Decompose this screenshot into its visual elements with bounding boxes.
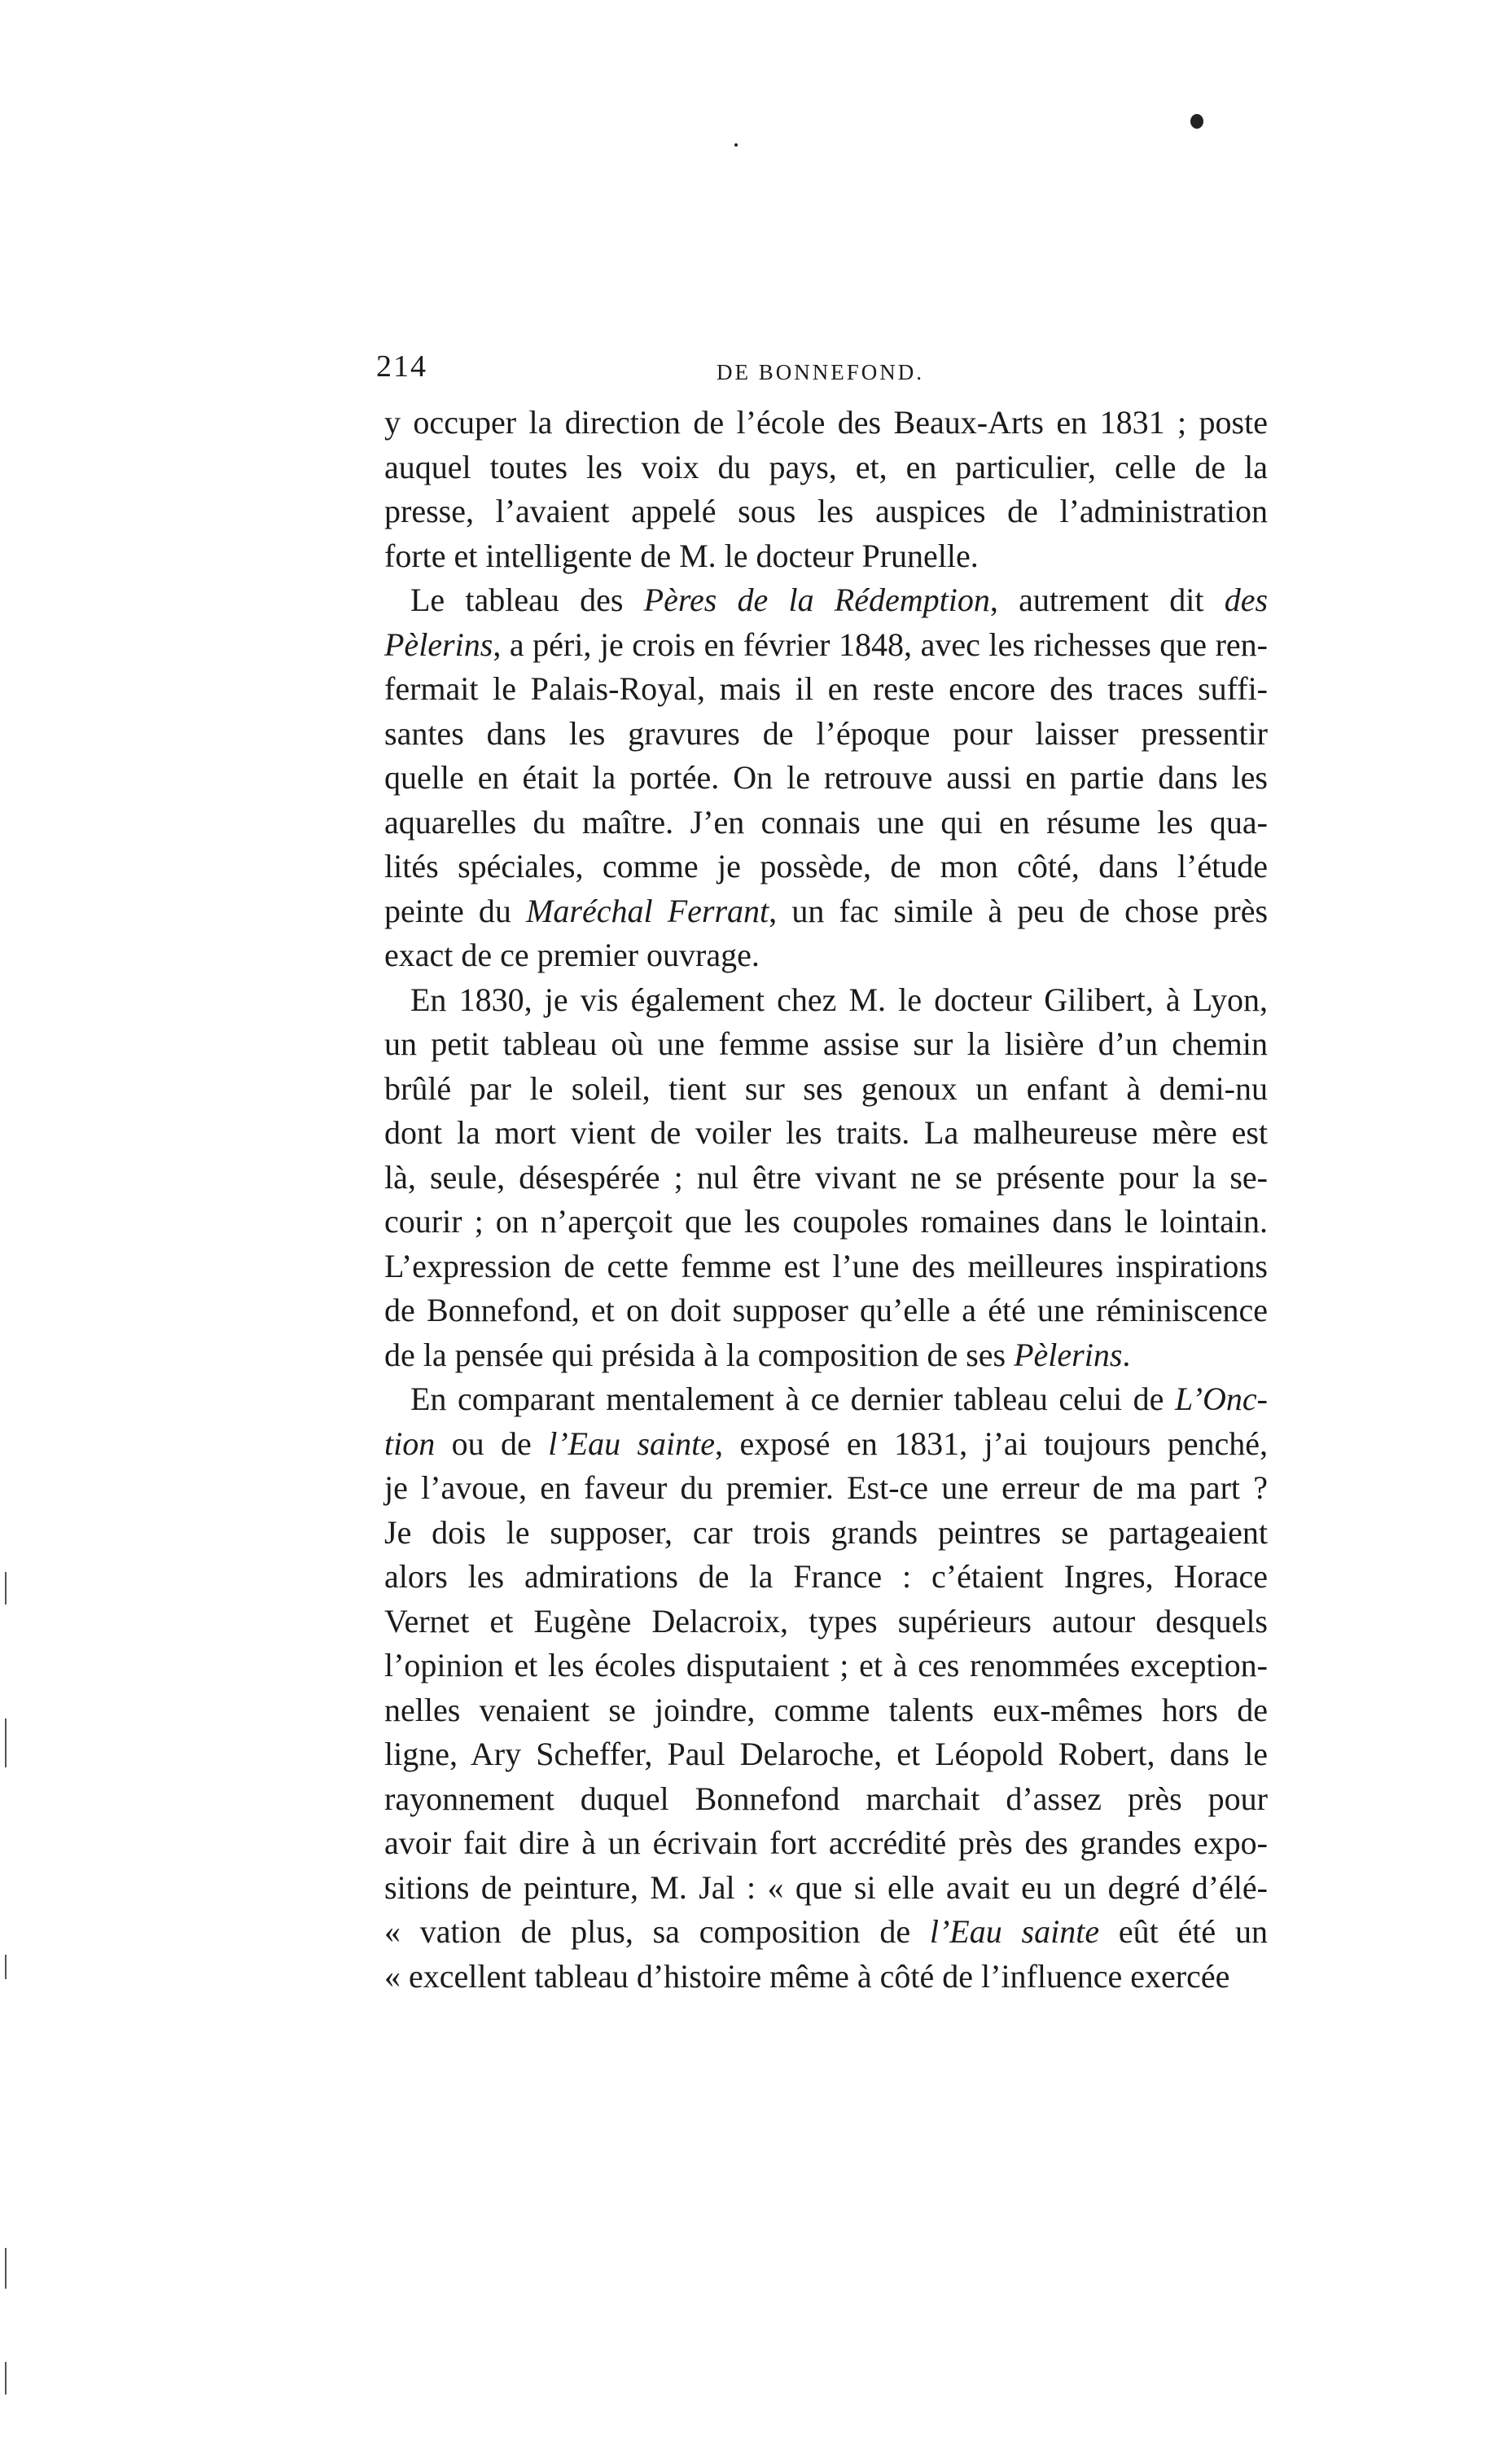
italic-title: l’Eau sainte [929,1913,1100,1950]
text-line [384,1600,1268,1644]
text-span: de Bonnefond, et on doit supposer qu’elle a été une réminiscence [384,1292,1268,1328]
text-line [384,1111,1268,1156]
text-line [384,623,1268,668]
text-span: un petit tableau où une femme assise sur la lisière d’un chemin [384,1025,1268,1062]
text-span: là, seule, désespérée ; nul être vivant ne se présente pour la se- [384,1158,1268,1196]
text-line [384,1288,1268,1333]
text-line [384,401,1268,446]
italic-title: Pèlerins [384,626,493,663]
ink-speck [734,143,738,147]
text-span: rayonnement duquel Bonnefond marchait d’assez près pour [384,1780,1268,1817]
text-span: En comparant mentalement à ce dernier tableau celui de [410,1381,1175,1417]
text-line [384,1910,1268,1955]
text-span: l’opinion et les écoles disputaient ; et à ces renommées exception- [384,1647,1268,1683]
text-line [384,756,1268,801]
italic-title: Maréchal Ferrant [526,892,769,929]
italic-title: des [1224,582,1269,618]
body-text [384,401,1268,1999]
text-span: ou de [435,1424,549,1462]
text-line [384,933,1268,978]
italic-title: tion [384,1424,436,1462]
text-span: « vation de plus, sa composition de [384,1913,930,1950]
text-line [384,801,1268,845]
text-line [384,1821,1268,1866]
text-line [384,1377,1268,1422]
text-span: de la pensée qui présida à la composition de ses [384,1336,1015,1373]
text-span: santes dans les gravures de l’époque pour laisser pressentir [384,714,1268,752]
text-span: fermait le Palais-Royal, mais il en reste encore des traces suffi- [384,670,1268,707]
text-line [384,489,1268,534]
text-line [384,578,1268,623]
margin-mark [5,2362,7,2395]
text-line [384,1244,1268,1289]
text-line [384,845,1268,889]
running-title: DE BONNEFOND. [717,360,924,384]
running-head [376,349,1268,397]
margin-mark [5,1955,7,1979]
text-line [384,1866,1268,1911]
text-span: aquarelles du maître. J’en connais une qui en résume les qua- [384,803,1268,841]
text-span: presse, l’avaient appelé sous les auspices de l’administration [384,493,1268,529]
text-span: Le tableau des [410,582,644,618]
text-span: Vernet et Eugène Delacroix, types supérieurs autour desquels [384,1602,1268,1640]
text-span: , a péri, je crois en février 1848, avec les richesses que ren- [493,626,1268,663]
margin-mark [5,2248,7,2289]
text-line [384,1022,1268,1067]
text-line [384,1067,1268,1112]
text-line [384,1777,1268,1822]
italic-title: l’Eau sainte [548,1424,716,1462]
margin-mark [5,1719,7,1767]
text-line [384,1644,1268,1688]
ink-speck [1190,114,1203,129]
text-span: , exposé en 1831, j’ai toujours penché, [715,1424,1268,1462]
text-line [384,712,1268,757]
text-span: , un fac simile à peu de chose près [769,892,1269,929]
text-line [384,1422,1268,1467]
italic-title: Pèlerins [1014,1336,1123,1373]
text-line [384,1200,1268,1244]
text-line [384,889,1268,934]
text-span: L’expression de cette femme est l’une des meilleures inspirations [384,1247,1268,1284]
text-span: En 1830, je vis également chez M. le docteur Gilibert, à Lyon, [410,981,1268,1018]
text-span: forte et intelligente de M. le docteur Prunelle. [384,537,979,574]
text-line [384,1511,1268,1556]
text-line [384,1555,1268,1600]
text-span: , autrement dit [989,582,1225,618]
text-span: sitions de peinture, M. Jal : « que si elle avait eu un degré d’élé- [384,1868,1268,1906]
text-line [384,446,1268,490]
text-span: . [1122,1336,1131,1373]
text-line [384,1688,1268,1733]
text-span: brûlé par le soleil, tient sur ses genoux un enfant à demi-nu [384,1069,1268,1107]
text-span: quelle en était la portée. On le retrouve aussi en partie dans les [384,759,1268,796]
text-span: Je dois le supposer, car trois grands peintres se partageaient [384,1513,1268,1551]
page-number: 214 [376,349,427,384]
text-span: eût été un [1099,1913,1268,1950]
text-line [384,1732,1268,1777]
text-line [384,534,1268,579]
margin-mark [5,1572,7,1604]
text-span: nelles venaient se joindre, comme talents eux-mêmes hors de [384,1691,1268,1728]
text-span: lités spéciales, comme je possède, de mon côté, dans l’étude [384,848,1268,885]
text-span: alors les admirations de la France : c’étaient Ingres, Horace [384,1558,1268,1595]
text-line [384,1333,1268,1378]
text-span: y occuper la direction de l’école des Beaux-Arts en 1831 ; poste [384,404,1268,441]
text-line [384,1466,1268,1511]
text-span: « excellent tableau d’histoire même à côté de l’influence exercée [384,1957,1230,1995]
italic-title: Pères de la Rédemption [643,582,990,618]
text-span: ligne, Ary Scheffer, Paul Delaroche, et Léopold Robert, dans le [384,1736,1268,1772]
text-span: dont la mort vient de voiler les traits. La malheureuse mère est [384,1114,1268,1151]
text-line [384,1156,1268,1201]
italic-title: L’Onc- [1174,1381,1268,1417]
text-span: avoir fait dire à un écrivain fort accrédité près des grandes expo- [384,1824,1268,1861]
text-span: auquel toutes les voix du pays, et, en particulier, celle de la [384,448,1268,485]
text-line [384,978,1268,1023]
text-span: courir ; on n’aperçoit que les coupoles romaines dans le lointain. [384,1203,1268,1240]
text-span: je l’avoue, en faveur du premier. Est-ce une erreur de ma part ? [384,1469,1268,1506]
text-line [384,667,1268,712]
text-line [384,1955,1268,1999]
text-span: peinte du [384,892,527,929]
text-span: exact de ce premier ouvrage. [384,937,760,973]
